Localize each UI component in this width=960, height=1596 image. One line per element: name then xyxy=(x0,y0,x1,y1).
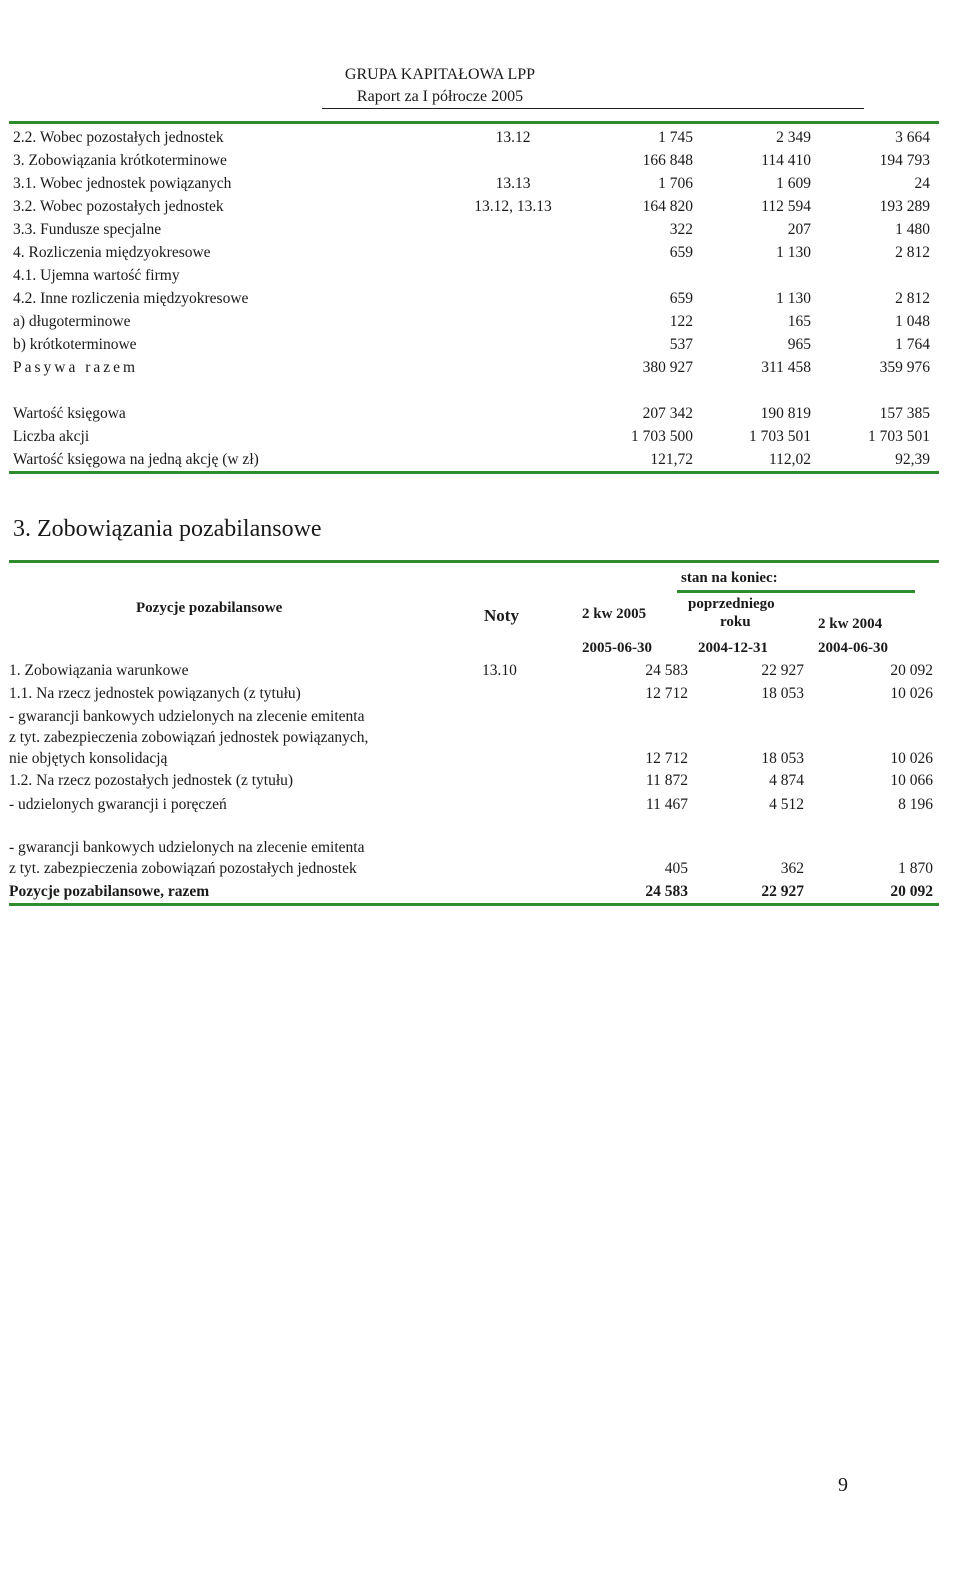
col2-header-line2: roku xyxy=(720,614,751,630)
offbalance-row: nie objętych konsolidacją 12 712 18 053 10 026 xyxy=(9,750,933,767)
offbalance-row: - gwarancji bankowych udzielonych na zlecenie emitenta xyxy=(9,839,365,856)
page-number: 9 xyxy=(838,1474,848,1496)
col3-header: 2 kw 2004 xyxy=(818,616,883,632)
offbalance-row: z tyt. zabezpieczenia zobowiązań pozostałych jednostek 405 362 1 870 xyxy=(9,860,933,877)
table-row: b) krótkoterminowe 537 965 1 764 xyxy=(13,336,930,353)
offbalance-total-row: Pozycje pozabilansowe, razem 24 583 22 927 20 092 xyxy=(9,883,933,900)
table-row: 3.3. Fundusze specjalne 322 207 1 480 xyxy=(13,221,930,238)
table-row: 2.2. Wobec pozostałych jednostek 13.12 1 745 2 349 3 664 xyxy=(13,129,930,146)
table-row: Wartość księgowa 207 342 190 819 157 385 xyxy=(13,405,930,422)
col1-header: 2 kw 2005 xyxy=(582,606,647,622)
report-header xyxy=(0,64,880,108)
section-title: 3. Zobowiązania pozabilansowe xyxy=(13,516,322,542)
offbalance-row: - gwarancji bankowych udzielonych na zlecenie emitenta xyxy=(9,708,365,725)
date3-header: 2004-06-30 xyxy=(818,640,888,656)
table-row: 4.2. Inne rozliczenia międzyokresowe 659 1 130 2 812 xyxy=(13,290,930,307)
col2-header-line1: poprzedniego xyxy=(688,596,775,612)
table-row: 4.1. Ujemna wartość firmy xyxy=(13,267,180,284)
offbalance-row: z tyt. zabezpieczenia zobowiązań jednostek powiązanych, xyxy=(9,729,369,746)
company-name: GRUPA KAPITAŁOWA LPP xyxy=(344,66,536,83)
offbalance-top-rule xyxy=(9,560,939,563)
table-row-total: Pasywa razem 380 927 311 458 359 976 xyxy=(13,359,930,376)
table-row: 3.1. Wobec jednostek powiązanych 13.13 1 706 1 609 24 xyxy=(13,175,930,192)
table-top-rule xyxy=(9,121,939,124)
offbalance-row: - udzielonych gwarancji i poręczeń 11 467 4 512 8 196 xyxy=(9,796,933,813)
report-period: Raport za I półrocze 2005 xyxy=(356,88,524,105)
date1-header: 2005-06-30 xyxy=(582,640,652,656)
stan-header: stan na koniec: xyxy=(681,570,778,586)
noty-header: Noty xyxy=(484,606,519,625)
date2-header: 2004-12-31 xyxy=(698,640,768,656)
table-row: Wartość księgowa na jedną akcję (w zł) 121,72 112,02 92,39 xyxy=(13,451,930,468)
table-row: Liczba akcji 1 703 500 1 703 501 1 703 501 xyxy=(13,428,930,445)
header-rule xyxy=(322,108,864,109)
offbalance-row: 1.1. Na rzecz jednostek powiązanych (z tytułu) 12 712 18 053 10 026 xyxy=(9,685,933,702)
table-row: 3.2. Wobec pozostałych jednostek 13.12, 13.13 164 820 112 594 193 289 xyxy=(13,198,930,215)
table-bottom-rule xyxy=(9,471,939,474)
stan-rule xyxy=(677,590,915,593)
offbalance-bottom-rule xyxy=(9,903,939,906)
table-row: a) długoterminowe 122 165 1 048 xyxy=(13,313,930,330)
table-row: 3. Zobowiązania krótkoterminowe 166 848 114 410 194 793 xyxy=(13,152,930,169)
offbalance-row: 1. Zobowiązania warunkowe 13.10 24 583 22 927 20 092 xyxy=(9,662,933,679)
pozycje-header: Pozycje pozabilansowe xyxy=(136,600,283,616)
table-row: 4. Rozliczenia międzyokresowe 659 1 130 2 812 xyxy=(13,244,930,261)
offbalance-row: 1.2. Na rzecz pozostałych jednostek (z tytułu) 11 872 4 874 10 066 xyxy=(9,772,933,789)
